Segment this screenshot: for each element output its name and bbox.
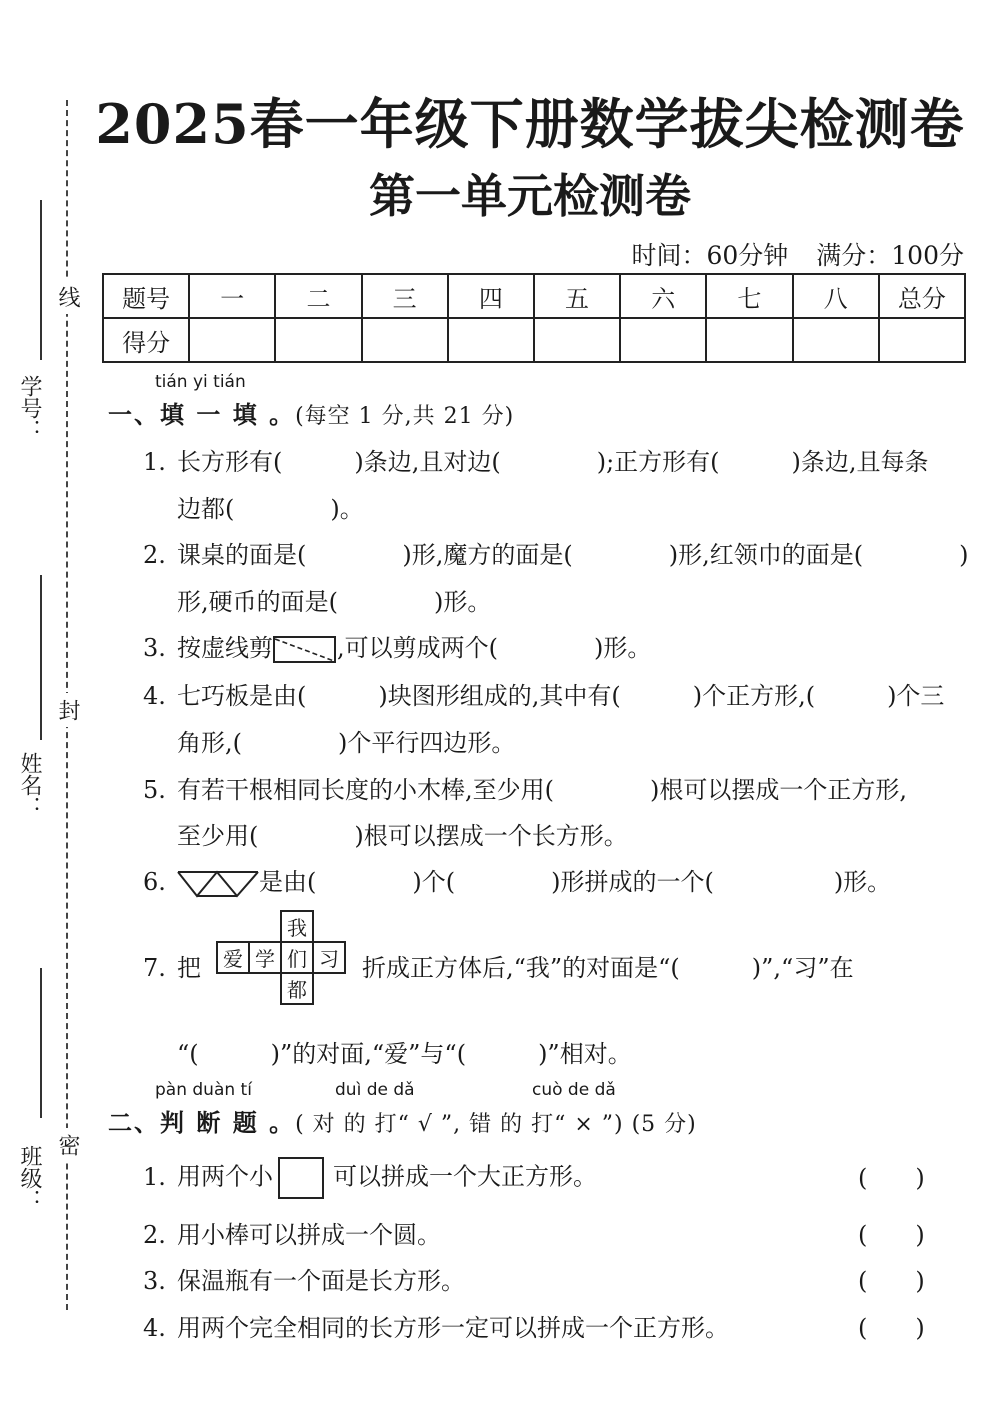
answer-paren[interactable]: ( ) — [858, 1221, 925, 1249]
name-label: 姓名： — [17, 752, 42, 818]
score-cell[interactable] — [189, 318, 275, 362]
score-cell[interactable] — [362, 318, 448, 362]
section1-note: (每空 1 分,共 21 分) — [295, 404, 515, 429]
question-text: 课桌的面是( )形,魔方的面是( )形,红领巾的面是( ) — [177, 541, 969, 569]
exam-title: 2025春一年级下册数学拔尖检测卷 — [95, 92, 965, 156]
section2-pinyin-wrong: cuò de dǎ — [532, 1080, 616, 1100]
question-number: 6. — [143, 868, 166, 896]
net-cell-right: 习 — [313, 942, 345, 973]
binding-mark-feng: 封 — [52, 693, 83, 727]
question-text: 可以拼成一个大正方形。 — [333, 1162, 597, 1191]
question-2 — [143, 535, 968, 570]
score-cell[interactable] — [620, 318, 706, 362]
net-cell-left: 爱 — [217, 942, 249, 973]
exam-subtitle: 第一单元检测卷 — [369, 169, 691, 223]
table-cell: 三 — [362, 274, 448, 318]
table-cell: 得分 — [103, 318, 189, 362]
question-number: 3. — [143, 634, 166, 662]
question-text: 长方形有( )条边,且对边( );正方形有( )条边,且每条 — [177, 448, 929, 476]
question-number: 4. — [143, 682, 166, 710]
table-cell: 总分 — [879, 274, 965, 318]
score-table-score-row — [103, 318, 965, 362]
name-line — [40, 575, 42, 740]
net-cell-mid1: 学 — [249, 942, 281, 973]
judge-question-4 — [143, 1308, 729, 1343]
student-id-label: 学号： — [17, 375, 42, 441]
question-text: ,可以剪成两个( )形。 — [337, 634, 652, 662]
dashed-cut-rectangle-figure — [273, 635, 337, 665]
table-cell: 四 — [448, 274, 534, 318]
question-number: 3. — [143, 1267, 166, 1295]
cube-net-figure — [216, 910, 346, 1005]
answer-paren[interactable]: ( ) — [858, 1314, 925, 1342]
score-cell[interactable] — [706, 318, 792, 362]
section2-pinyin-title: pàn duàn tí — [155, 1080, 252, 1100]
section1-heading — [108, 395, 514, 430]
question-number: 2. — [143, 1221, 166, 1249]
score-cell[interactable] — [793, 318, 879, 362]
score-cell[interactable] — [879, 318, 965, 362]
question-5-cont: 至少用( )根可以摆成一个长方形。 — [177, 822, 628, 850]
question-text: 有若干根相同长度的小木棒,至少用( )根可以摆成一个正方形, — [177, 776, 907, 804]
table-cell: 二 — [275, 274, 361, 318]
question-7 — [143, 948, 201, 983]
question-6 — [143, 862, 891, 898]
section2-heading — [108, 1103, 697, 1138]
binding-mark-xian: 线 — [52, 280, 83, 314]
table-cell: 题号 — [103, 274, 189, 318]
table-cell: 五 — [534, 274, 620, 318]
question-text: 保温瓶有一个面是长方形。 — [177, 1267, 465, 1295]
section2-title: 二、判 断 题 。 — [108, 1108, 296, 1137]
question-7-cont: “( )”的对面,“爱”与“( )”相对。 — [177, 1040, 632, 1068]
question-text: 用两个小 — [177, 1162, 273, 1191]
score-cell[interactable] — [448, 318, 534, 362]
exam-meta — [631, 236, 964, 272]
judge-question-1 — [143, 1156, 597, 1200]
question-7-text: 折成正方体后,“我”的对面是“( )”,“习”在 — [362, 954, 854, 982]
question-text: 把 — [177, 954, 201, 982]
question-number: 1. — [143, 448, 166, 476]
table-cell: 六 — [620, 274, 706, 318]
question-5 — [143, 770, 907, 805]
question-number: 5. — [143, 776, 166, 804]
net-cell-bottom: 都 — [281, 973, 313, 1004]
question-text: 是由( )个( )形拼成的一个( )形。 — [259, 868, 892, 896]
table-cell: 一 — [189, 274, 275, 318]
score-cell[interactable] — [275, 318, 361, 362]
question-text: 按虚线剪 — [177, 634, 273, 662]
section1-title: 一、填 一 填 。 — [108, 400, 296, 429]
question-text: 七巧板是由( )块图形组成的,其中有( )个正方形,( )个三 — [177, 682, 945, 710]
class-line — [40, 968, 42, 1118]
question-number: 1. — [143, 1162, 166, 1191]
question-number: 4. — [143, 1314, 166, 1342]
question-4-cont: 角形,( )个平行四边形。 — [177, 729, 516, 757]
score-table-header-row — [103, 274, 965, 318]
score-table — [102, 273, 966, 363]
net-cell-mid2: 们 — [281, 942, 313, 973]
table-cell: 八 — [793, 274, 879, 318]
judge-question-3 — [143, 1261, 465, 1296]
question-text: 用小棒可以拼成一个圆。 — [177, 1221, 441, 1249]
answer-paren[interactable]: ( ) — [858, 1267, 925, 1295]
answer-paren[interactable]: ( ) — [858, 1164, 925, 1192]
section2-note: ( 对 的 打“ √ ”, 错 的 打“ × ”) (5 分) — [295, 1112, 697, 1137]
question-3 — [143, 628, 651, 665]
question-1-cont: 边都( )。 — [177, 495, 364, 523]
judge-question-2 — [143, 1215, 441, 1250]
section2-pinyin-right: duì de dǎ — [335, 1080, 415, 1100]
question-number: 7. — [143, 954, 166, 982]
score-cell[interactable] — [534, 318, 620, 362]
section1-pinyin: tián yi tián — [155, 372, 246, 392]
question-text: 用两个完全相同的长方形一定可以拼成一个正方形。 — [177, 1314, 729, 1342]
binding-mark-mi: 密 — [52, 1128, 83, 1162]
question-number: 2. — [143, 541, 166, 569]
full-score: 满分：100分 — [816, 241, 964, 270]
question-1 — [143, 442, 929, 477]
table-cell: 七 — [706, 274, 792, 318]
time-limit: 时间：60分钟 — [631, 241, 789, 270]
class-label: 班级： — [17, 1145, 42, 1211]
triangles-figure — [177, 870, 259, 898]
net-cell-top: 我 — [281, 911, 313, 942]
small-square-figure — [277, 1156, 329, 1200]
question-2-cont: 形,硬币的面是( )形。 — [177, 588, 492, 616]
question-4 — [143, 676, 944, 711]
